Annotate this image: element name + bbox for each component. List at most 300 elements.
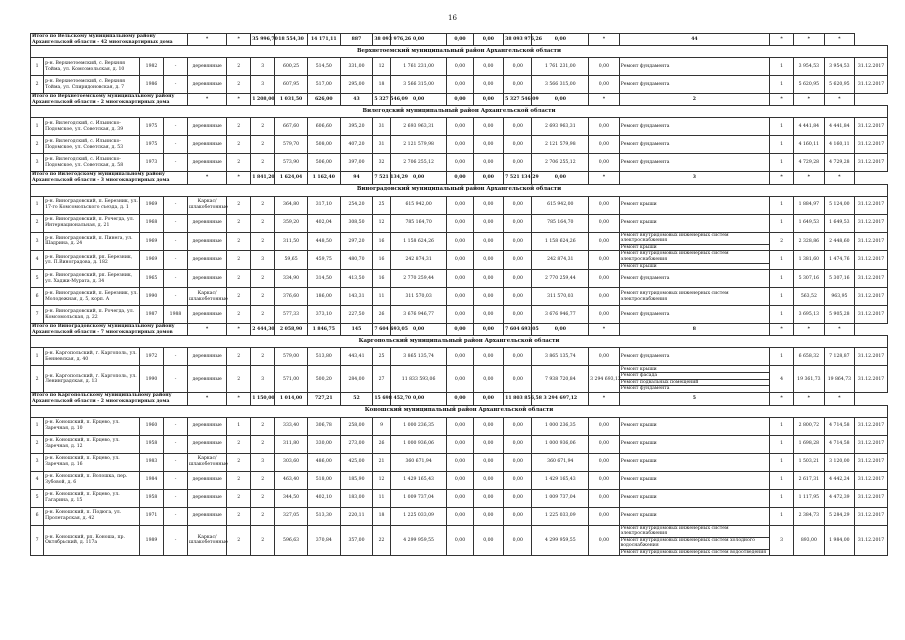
house-cell: 21 [373,453,390,471]
house-cell: 1 009 737,04 [532,489,589,507]
house-cell: 12 [373,471,390,489]
total-cell: 0,00 [447,172,473,184]
total-cell: 145 [340,324,373,336]
house-cell: 5 620,95 [794,76,825,94]
house-cell: 1 [770,489,794,507]
house-cell: 571,00 [275,366,308,393]
house-cell: 0,00 [589,489,620,507]
repair-types [619,288,769,306]
house-cell: 2 [227,136,251,154]
house-cell: 0,00 [504,366,532,393]
total-cell: 5 327 546,09 [373,94,390,106]
house-cell: 963,95 [824,288,855,306]
house-cell: 3 865 135,74 [390,348,447,366]
house-cell: 1 [770,435,794,453]
house-cell: 1968 [140,214,164,232]
total-cell: * [227,393,251,405]
total-cell: 0,00 [473,393,504,405]
house-cell: 2 [227,154,251,172]
house-cell: 2 448,60 [824,232,855,251]
total-cell: * [227,324,251,336]
house-cell: 2 [251,118,275,136]
house-cell: 577,33 [275,306,308,324]
house-cell: 1 884,97 [794,196,825,214]
house-cell: 2 [31,366,44,393]
house-address: р-н. Коношский, п. Подюга, ул. Пролетарская, д. 42 [44,507,140,525]
repair-types [619,76,769,94]
repair-types [619,417,769,435]
house-address: р-н. Каргопольский, г. Каргополь, ул. Бенневская, д. 40 [44,348,140,366]
house-cell: - [164,251,188,270]
house-cell: 6 658,32 [794,348,825,366]
house-cell: 1986 [140,76,164,94]
house-cell: 0,00 [589,471,620,489]
house-cell: 18 [373,76,390,94]
total-cell: * [188,393,227,405]
house-cell: - [164,58,188,76]
house-cell: 4 729,28 [794,154,825,172]
total-cell: * [589,94,620,106]
house-cell: 1958 [140,489,164,507]
house-cell: 2 617,31 [794,471,825,489]
house-cell: 0,00 [473,232,504,251]
house-cell: 220,11 [340,507,373,525]
district-name: Каргопольский муниципальный район Архангельской области [31,336,888,348]
house-cell: 1982 [140,58,164,76]
repair-type: Ремонт фундамента [620,81,670,87]
house-cell: 0,00 [447,417,473,435]
house-cell: 327,05 [275,507,308,525]
house-cell: 1 117,95 [794,489,825,507]
house-cell: 0,00 [447,154,473,172]
house-cell: 2 [31,214,44,232]
house-cell: 0,00 [447,525,473,556]
repair-type: Ремонт фундамента [620,124,670,130]
repair-types [619,453,769,471]
house-cell: 3 566 315,00 [532,76,589,94]
total-cell: * [770,172,794,184]
house-cell: деревянные [188,76,227,94]
house-cell: 31.12.2017 [855,232,888,251]
house-cell: 425,00 [340,453,373,471]
house-address: р-н. Коношский, п. Ерцево, ул. Заречная, д. 10 [44,417,140,435]
house-cell: 514,50 [307,58,340,76]
house-cell: 0,00 [589,76,620,94]
district-name: Виноградовский муниципальный район Архангельской области [31,184,888,196]
table-body [31,34,888,556]
house-cell: 5 905,28 [824,306,855,324]
house-cell: 1 [227,417,251,435]
house-row [31,196,888,214]
total-cell: 7 521 134,29 [373,172,390,184]
house-address: р-н. Вилегодский, с. Ильинско-Подомское, ул. Советская, д. 39 [44,118,140,136]
house-cell: 600,25 [275,58,308,76]
total-label: Итого по Виноградовскому муниципальному району Архангельской области - 7 многоквартирных домов [31,324,188,336]
district-header-row [31,46,888,58]
house-cell: 4 160,11 [794,136,825,154]
house-address: р-н. Коношский, п. Ерцево, ул. Гагарина, д. 15 [44,489,140,507]
house-cell: 2 [227,58,251,76]
total-cell: 2 [619,94,769,106]
house-cell: 31.12.2017 [855,417,888,435]
total-cell: 0,00 [447,34,473,46]
house-cell: 3 [251,453,275,471]
total-cell: 38 093 976,26 [504,34,532,46]
total-cell: 0,00 [473,34,504,46]
house-cell: 0,00 [589,196,620,214]
page-number: 16 [448,14,457,22]
house-cell: 0,00 [589,306,620,324]
house-cell: 0,00 [473,489,504,507]
total-cell: 11 803 856,58 [504,393,532,405]
house-cell: 314,50 [307,270,340,288]
house-cell: 1 503,21 [794,453,825,471]
total-cell: 35 996,70 [251,34,275,46]
total-cell: 1 014,00 [275,393,308,405]
house-cell: 2 [251,154,275,172]
house-cell: 227,50 [340,306,373,324]
house-cell: 3 865 135,74 [532,348,589,366]
house-cell: 1 225 033,09 [532,507,589,525]
house-cell: 667,60 [275,118,308,136]
house-cell: 333,40 [275,417,308,435]
total-cell: 1 150,00 [251,393,275,405]
house-cell: 334,90 [275,270,308,288]
house-cell: 2 [227,366,251,393]
total-cell: 5 327 546,09 [504,94,532,106]
total-cell: 1 846,75 [307,324,340,336]
total-cell: * [227,172,251,184]
house-cell: 19 864,73 [824,366,855,393]
district-header-row [31,184,888,196]
house-cell: 31.12.2017 [855,306,888,324]
total-label: Итого по Вилегодскому муниципальному району Архангельской области - 3 многоквартирных дома [31,172,188,184]
total-cell: 887 [340,34,373,46]
total-cell: 0,00 [473,172,504,184]
house-cell: 12 [373,58,390,76]
house-cell: 1 [770,58,794,76]
house-address: р-н. Виноградовский, рп. Березник, ул. П.Виноградова, д. 182 [44,251,140,270]
house-cell: 0,00 [473,507,504,525]
total-cell: 727,21 [307,393,340,405]
repair-type: Ремонт внутридомовых инженерных систем холодного водоснабжения [620,538,769,550]
house-cell: 0,00 [447,471,473,489]
house-cell: 0,00 [589,348,620,366]
house-cell: 1 158 624,26 [390,232,447,251]
house-cell: 1 381,60 [794,251,825,270]
house-row [31,348,888,366]
total-cell: 0,00 [532,34,589,46]
house-cell: 1 [31,58,44,76]
house-cell: деревянные [188,507,227,525]
house-cell: 2 [770,232,794,251]
house-cell: 1973 [140,154,164,172]
house-cell: деревянные [188,417,227,435]
house-cell: 579,00 [275,348,308,366]
house-address: р-н. Вилегодский, с. Ильинско-Подомское, ул. Советская, д. 53 [44,136,140,154]
house-cell: 1972 [140,348,164,366]
total-cell: 14 171,11 [307,34,340,46]
house-cell: 25 [373,196,390,214]
district-header-row [31,405,888,417]
house-cell: 2 770 259,44 [390,270,447,288]
house-cell: 5 620,95 [824,76,855,94]
house-cell: 2 [227,251,251,270]
house-cell: 606,60 [307,118,340,136]
house-row [31,214,888,232]
house-cell: 1 000 236,35 [532,417,589,435]
repair-types [619,525,769,556]
house-cell: 5 307,16 [794,270,825,288]
house-cell: - [164,214,188,232]
house-cell: 1 [770,417,794,435]
house-cell: 26 [373,306,390,324]
house-cell: 4 714,58 [824,417,855,435]
repair-types [619,136,769,154]
house-cell: 2 [227,270,251,288]
house-cell: 4 [31,471,44,489]
house-cell: 579,70 [275,136,308,154]
house-cell: 11 833 593,06 [390,366,447,393]
house-cell: 0,00 [504,214,532,232]
house-cell: 364,80 [275,196,308,214]
house-cell: 1958 [140,435,164,453]
house-cell: деревянные [188,214,227,232]
house-cell: 4 441,84 [794,118,825,136]
house-row [31,118,888,136]
total-cell: 1 624,04 [275,172,308,184]
house-cell: 0,00 [473,453,504,471]
house-cell: 1 000 936,06 [532,435,589,453]
repair-types [619,471,769,489]
house-cell: 0,00 [589,58,620,76]
total-cell: 52 [340,393,373,405]
house-cell: 18 [373,507,390,525]
house-cell: 370,84 [307,525,340,556]
total-cell: * [794,34,825,46]
house-cell: 1988 [164,306,188,324]
house-cell: 1990 [140,288,164,306]
house-cell: 5 [31,270,44,288]
house-cell: 0,00 [447,251,473,270]
house-cell: 2 [227,76,251,94]
house-cell: Каркас/ шлакобетонные [188,288,227,306]
repair-type: Ремонт внутридомовых инженерных систем электроснабжения [620,526,769,538]
house-cell: 0,00 [473,118,504,136]
house-address: р-н. Виноградовский, рп. Березник, ул. Хаджи-Мурата, д. 34 [44,270,140,288]
house-row [31,525,888,556]
house-cell: 1 698,28 [794,435,825,453]
house-cell: деревянные [188,471,227,489]
house-cell: 3 294 693,12 [589,366,620,393]
repair-type: Ремонт внутридомовых инженерных систем электроснабжения [620,233,769,245]
total-label: Итого по Каргопольскому муниципальному району Архангельской области - 2 многоквартирных дома [31,393,188,405]
total-cell: * [794,172,825,184]
house-cell: 1983 [140,453,164,471]
house-cell: 518,00 [307,471,340,489]
house-cell: 2 [227,288,251,306]
house-cell: 573,90 [275,154,308,172]
house-cell: 11 [373,288,390,306]
repair-type: Ремонт крыши [620,367,769,374]
house-cell: 1 [770,154,794,172]
repair-types [619,348,769,366]
total-cell: 626,00 [307,94,340,106]
house-cell: 2 [251,270,275,288]
house-cell: 513,80 [307,348,340,366]
repair-types [619,214,769,232]
house-cell: 480,70 [340,251,373,270]
house-cell: 32 [373,154,390,172]
repair-type: Ремонт фундамента [620,311,670,317]
house-cell: - [164,435,188,453]
house-cell: 0,00 [504,118,532,136]
house-cell: 0,00 [589,251,620,270]
house-cell: 1 [770,453,794,471]
house-cell: - [164,288,188,306]
house-address: р-н. Коношский, п. Волошка, пер. Зубовой, д. 6 [44,471,140,489]
house-cell: 0,00 [589,154,620,172]
total-cell: * [188,34,227,46]
house-cell: деревянные [188,232,227,251]
house-row [31,251,888,270]
house-cell: 0,00 [504,288,532,306]
house-cell: 6 [31,288,44,306]
house-cell: 2 [251,136,275,154]
total-cell: 3 [619,172,769,184]
house-cell: деревянные [188,251,227,270]
district-name: Вилегодский муниципальный район Архангельской области [31,106,888,118]
house-cell: - [164,471,188,489]
house-cell: 306,78 [307,417,340,435]
total-cell: 44 [619,34,769,46]
house-cell: 1 000 936,06 [390,435,447,453]
house-cell: 563,52 [794,288,825,306]
house-cell: 2 [227,232,251,251]
district-total-row [31,94,888,106]
house-cell: 16 [373,270,390,288]
house-address: р-н. Коношский, п. Ерцево, ул. Заречная, д. 12 [44,435,140,453]
house-cell: 1 000 236,35 [390,417,447,435]
house-cell: 3 695,13 [794,306,825,324]
house-cell: деревянные [188,154,227,172]
house-cell: 2 706 255,12 [390,154,447,172]
house-cell: 893,00 [794,525,825,556]
house-cell: 2 [251,232,275,251]
repair-type: Ремонт фундамента [620,160,670,166]
house-cell: деревянные [188,366,227,393]
house-cell: 785 164,70 [532,214,589,232]
house-cell: 31.12.2017 [855,196,888,214]
house-cell: 311,80 [275,435,308,453]
house-cell: 0,00 [589,453,620,471]
house-cell: 0,00 [447,306,473,324]
house-cell: 1960 [140,417,164,435]
house-cell: 2 [251,306,275,324]
house-cell: 0,00 [473,136,504,154]
house-cell: - [164,453,188,471]
house-cell: 186,00 [307,288,340,306]
total-cell: 2 444,30 [251,324,275,336]
repair-type: Ремонт фундамента [620,386,670,392]
repair-type: Ремонт крыши [620,202,657,208]
house-cell: 31.12.2017 [855,76,888,94]
house-cell: 2 [227,507,251,525]
house-cell: 5 [31,489,44,507]
house-cell: 486,00 [307,453,340,471]
house-cell: - [164,232,188,251]
house-cell: 0,00 [473,214,504,232]
house-cell: 297,20 [340,232,373,251]
house-cell: 3 676 946,77 [532,306,589,324]
house-cell: 2 [227,453,251,471]
house-cell: 2 770 259,44 [532,270,589,288]
house-cell: 185,90 [340,471,373,489]
house-cell: 7 [31,306,44,324]
house-cell: 0,00 [589,136,620,154]
repair-type: Ремонт фундамента [620,354,670,360]
repair-types [619,232,769,251]
house-cell: 0,00 [473,76,504,94]
total-cell: * [188,172,227,184]
total-cell: * [824,172,855,184]
house-cell: 0,00 [447,489,473,507]
repair-types [619,435,769,453]
house-cell: - [164,76,188,94]
house-cell: 1965 [140,270,164,288]
house-cell: - [164,417,188,435]
house-cell: 27 [373,366,390,393]
house-cell: 1 429 165,43 [532,471,589,489]
house-cell: 3 [251,366,275,393]
house-cell: 0,00 [447,58,473,76]
house-cell: 311,50 [275,232,308,251]
house-cell: 2 [251,471,275,489]
house-cell: 31.12.2017 [855,435,888,453]
house-cell: 4 299 959,55 [390,525,447,556]
house-address: р-н. Виноградовский, п. Березник, ул. 17-го Комсомольского съезда, д. 1 [44,196,140,214]
house-cell: 295,00 [340,76,373,94]
house-address: р-н. Коношский, п. Ерцево, ул. Заречная, д. 16 [44,453,140,471]
house-cell: 9 [373,417,390,435]
house-cell: 273,00 [340,435,373,453]
house-cell: 31.12.2017 [855,58,888,76]
house-cell: 1 [770,118,794,136]
house-cell: 513,30 [307,507,340,525]
district-total-row [31,34,888,46]
total-cell: 7 604 693,05 [373,324,390,336]
house-cell: деревянные [188,58,227,76]
house-cell: 3 [251,251,275,270]
house-cell: Каркас/ шлакобетонные [188,196,227,214]
house-cell: 330,00 [307,435,340,453]
house-cell: 506,00 [307,154,340,172]
house-cell: - [164,118,188,136]
house-cell: 3 [31,154,44,172]
house-cell: деревянные [188,306,227,324]
housing-table [30,33,888,556]
house-cell: Каркас/ шлакобетонные [188,453,227,471]
house-cell: 0,00 [504,136,532,154]
house-cell: 16 [373,232,390,251]
house-cell: 0,00 [589,417,620,435]
house-cell: 0,00 [447,232,473,251]
house-cell: - [164,270,188,288]
house-cell: 1 429 165,43 [390,471,447,489]
house-cell: 5 284,29 [824,507,855,525]
house-cell: 459,75 [307,251,340,270]
repair-type: Ремонт фундамента [620,63,670,69]
